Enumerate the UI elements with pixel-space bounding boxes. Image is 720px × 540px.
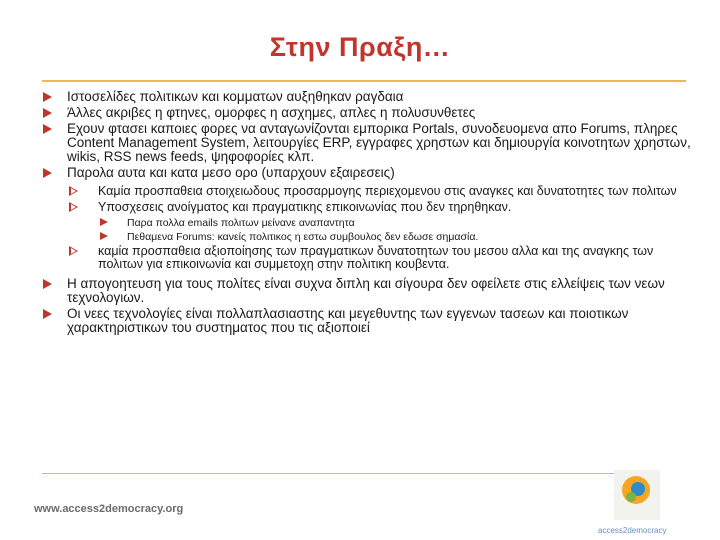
title-divider xyxy=(42,80,686,82)
footer-url[interactable]: www.access2democracy.org xyxy=(34,503,184,515)
bullet-list xyxy=(40,90,700,337)
hollow-arrow-icon xyxy=(69,186,78,196)
bullet-item xyxy=(40,90,700,104)
sub-sub-bullet-item xyxy=(97,217,700,229)
sub-sub-bullet-item xyxy=(97,231,700,243)
bullet-item xyxy=(40,307,700,335)
footer-divider xyxy=(42,473,638,474)
bullet-text: Εχουν φτασει καποιες φορες να ανταγωνίζονται εμπορικα Portals, συνοδευομενα απο Forums, πληρες Content Management System, λειτουργίες ERP, εγγραφες χρηστων και δημιουργία κοινοτητων χρηστων, wikis, RSS news feeds, ψηφοφορίες κλπ. xyxy=(67,121,691,164)
bullet-item xyxy=(40,122,700,164)
bullet-arrow-icon xyxy=(100,232,108,240)
bullet-arrow-icon xyxy=(43,124,52,134)
sub-bullet-text: Υποσχεσεις ανοίγματος και πραγματικης επικοινωνίας που δεν τηρηθηκαν. xyxy=(98,200,512,214)
bullet-arrow-icon xyxy=(43,279,52,289)
hollow-arrow-icon xyxy=(69,246,78,256)
sub-sub-bullet-text: Παρα πολλα emails πολιτων μείνανε αναπαντητα xyxy=(127,217,355,229)
hollow-arrow-icon xyxy=(69,202,78,212)
bullet-text: Η απογοητευση για τους πολίτες είναι συχνα διπλη και σίγουρα δεν οφείλετε στις ελλείψεις των νεων τεχνολογιων. xyxy=(67,276,665,305)
bullet-arrow-icon xyxy=(43,92,52,102)
bullet-text: Άλλες ακριβες η φτηνες, ομορφες η ασχημες, απλες η πολυσυνθετες xyxy=(67,105,476,120)
bullet-text: Παρολα αυτα και κατα μεσο ορο (υπαρχουν εξαιρεσεις) xyxy=(67,165,395,180)
bullet-arrow-icon xyxy=(43,108,52,118)
bullet-text: Ιστοσελίδες πολιτικων και κομματων αυξηθηκαν ραγδαια xyxy=(67,89,404,104)
sub-bullet-text: Καμία προσπαθεια στοιχειωδους προσαρμογης περιεχομενου στις αναγκες και δυνατοτητες των πολιτων xyxy=(98,184,677,198)
bullet-item xyxy=(40,106,700,120)
bullet-arrow-icon xyxy=(43,309,52,319)
bullet-arrow-icon xyxy=(100,218,108,226)
sub-sub-bullet-text: Πεθαμενα Forums: κανείς πολιτικος η εστω συμβουλος δεν εδωσε σημασία. xyxy=(127,231,479,243)
slide-title: Στην Πραξη… xyxy=(269,32,451,62)
sub-bullet-item xyxy=(67,201,700,214)
access2democracy-logo xyxy=(614,470,660,520)
sub-bullet-item xyxy=(67,185,700,198)
sub-bullet-text: καμία προσπαθεια αξιοποίησης των πραγματικων δυνατοτητων του μεσου αλλα και της αναγκης των πολιτων για επικοινωνία και συμμετοχη στην πολιτικη κουβεντα. xyxy=(98,244,654,271)
bullet-item xyxy=(40,277,700,305)
bullet-arrow-icon xyxy=(43,168,52,178)
bullet-item xyxy=(40,166,700,180)
sub-bullet-item xyxy=(67,245,700,271)
logo-caption: access2democracy xyxy=(598,526,667,535)
bullet-text: Οι νεες τεχνολογίες είναι πολλαπλασιαστης και μεγεθυντης των εγγενων τασεων και ποιοτικων χαρακτηριστικων του συστηματος που τις αξιοποιεί xyxy=(67,306,629,335)
